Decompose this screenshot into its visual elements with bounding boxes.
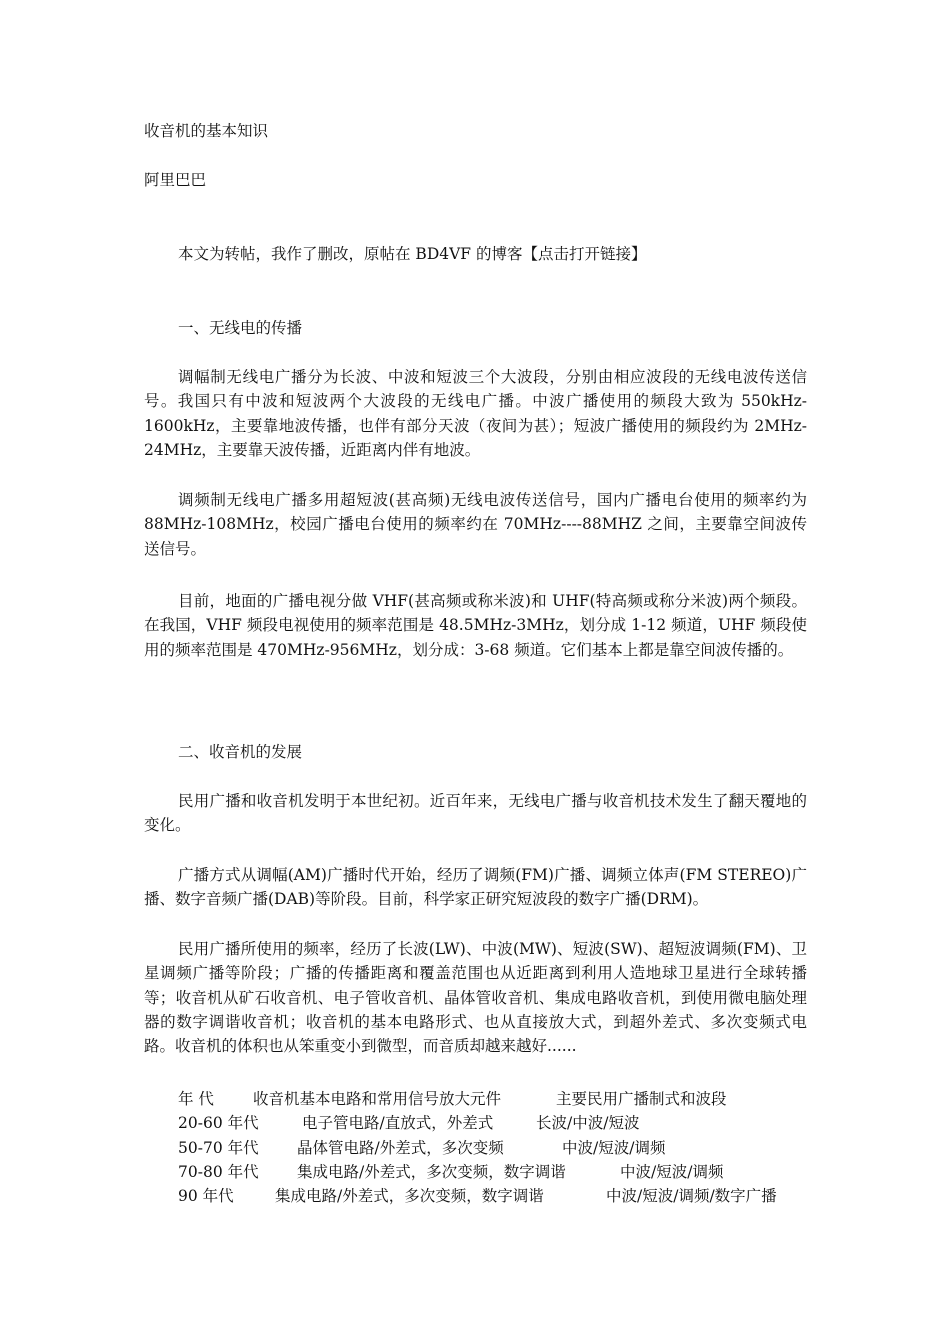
section1-heading: 一、无线电的传播	[178, 319, 303, 337]
section1-paragraph-2: 调频制无线电广播多用超短波(甚高频)无线电波传送信号，国内广播电台使用的频率约为 88MHz-108MHz，校园广播电台使用的频率约在 70MHz----88MHZ 之间，主要靠空间波传送信号。	[144, 491, 807, 558]
table-cell-era: 90 年代	[178, 1187, 234, 1206]
document-title: 收音机的基本知识	[144, 122, 269, 140]
table-cell-band: 中波/短波/调频/数字广播	[606, 1187, 777, 1206]
table-cell-circuit: 集成电路/外差式，多次变频，数字调谐	[297, 1162, 566, 1181]
table-cell-circuit: 电子管电路/直放式，外差式	[302, 1114, 494, 1133]
table-cell-circuit: 集成电路/外差式，多次变频，数字调谐	[275, 1187, 544, 1206]
section2-paragraph-3: 民用广播所使用的频率，经历了长波(LW)、中波(MW)、短波(SW)、超短波调频(FM)、卫星调频广播等阶段；广播的传播距离和覆盖范围也从近距离到利用人造地球卫星进行全球转播等；收音机从矿石收音机、电子管收音机、晶体管收音机、集成电路收音机，到使用微电脑处理器的数字调谐收音机；收音机的基本电路形式、也从直接放大式，到超外差式、多次变频式电路。收音机的体积也从笨重变小到微型，而音质却越来越好......	[144, 940, 807, 1056]
table-header-cell: 年 代	[178, 1090, 214, 1108]
intro-paragraph: 本文为转帖，我作了删改，原帖在 BD4VF 的博客【点击打开链接】	[178, 245, 647, 263]
table-cell-era: 20-60 年代	[178, 1114, 259, 1133]
table-header-cell: 主要民用广播制式和波段	[556, 1090, 727, 1108]
table-cell-band: 中波/短波/调频	[620, 1162, 724, 1181]
table-cell-circuit: 晶体管电路/外差式，多次变频	[297, 1138, 504, 1157]
section2-paragraph-2: 广播方式从调幅(AM)广播时代开始，经历了调频(FM)广播、调频立体声(FM STEREO)广播、数字音频广播(DAB)等阶段。目前，科学家正研究短波段的数字广播(DRM)。	[144, 866, 807, 909]
section1-paragraph-3: 目前，地面的广播电视分做 VHF(甚高频或称米波)和 UHF(特高频或称分米波)两个频段。在我国，VHF 频段电视使用的频率范围是 48.5MHz-3MHz，划分成 1-12 频道，UHF 频段使用的频率范围是 470MHz-956MHz，划分成：3-68 频道。它们基本上都是靠空间波传播的。	[144, 592, 807, 659]
table-cell-band: 长波/中波/短波	[536, 1114, 640, 1133]
table-cell-band: 中波/短波/调频	[562, 1138, 666, 1157]
table-cell-era: 50-70 年代	[178, 1138, 259, 1157]
table-header-cell: 收音机基本电路和常用信号放大元件	[253, 1090, 502, 1108]
section1-paragraph-1: 调幅制无线电广播分为长波、中波和短波三个大波段，分别由相应波段的无线电波传送信号。我国只有中波和短波两个大波段的无线电广播。中波广播使用的频段大致为 550kHz-1600kHz，主要靠地波传播，也伴有部分天波（夜间为甚）；短波广播使用的频段约为 2MHz-24MHz，主要靠天波传播，近距离内伴有地波。	[144, 368, 807, 459]
section2-heading: 二、收音机的发展	[178, 743, 303, 761]
section2-paragraph-1: 民用广播和收音机发明于本世纪初。近百年来，无线电广播与收音机技术发生了翻天覆地的变化。	[144, 792, 807, 835]
table-cell-era: 70-80 年代	[178, 1162, 259, 1181]
document-author: 阿里巴巴	[144, 171, 207, 189]
